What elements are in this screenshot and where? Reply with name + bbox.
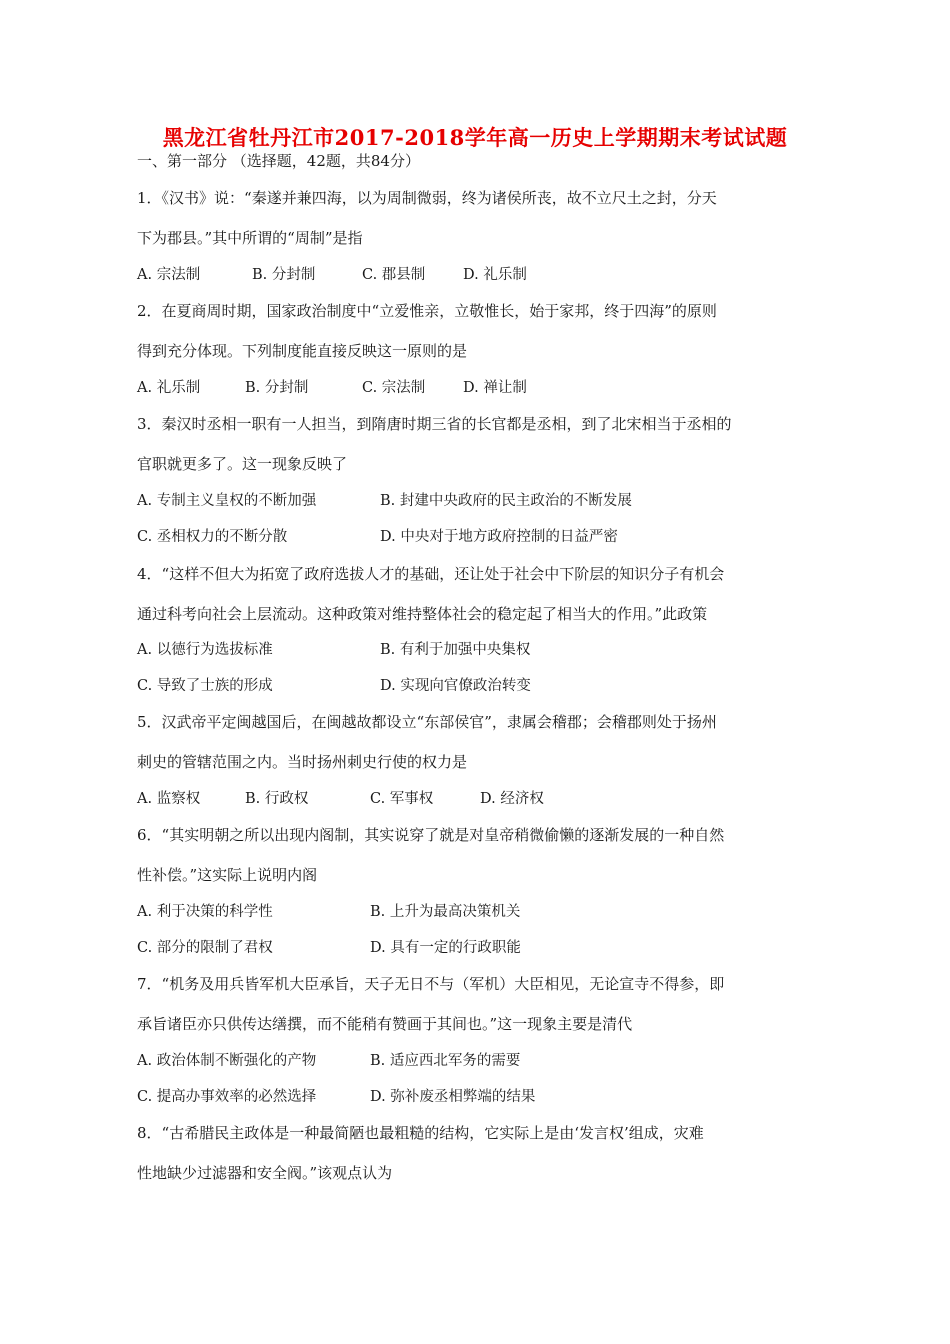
question-8-line-1: 8．“古希腊民主政体是一种最简陋也最粗糙的结构，它实际上是由‘发言权’组成，灾难 (137, 1124, 704, 1142)
question-3-option-a: A. 专制主义皇权的不断加强 (137, 493, 317, 509)
question-5-line-2: 刺史的管辖范围之内。当时扬州刺史行使的权力是 (137, 753, 468, 771)
question-7-option-a: A. 政治体制不断强化的产物 (137, 1053, 317, 1069)
question-7-line-2: 承旨诸臣亦只供传达缮撰，而不能稍有赞画于其间也。”这一现象主要是清代 (137, 1015, 633, 1033)
question-1-option-b: B. 分封制 (252, 267, 316, 283)
question-6-option-a: A. 利于决策的科学性 (137, 904, 273, 920)
question-4-option-a: A. 以德行为选拔标准 (137, 642, 273, 658)
question-2-line-2: 得到充分体现。下列制度能直接反映这一原则的是 (137, 342, 468, 360)
question-6-option-b: B. 上升为最高决策机关 (370, 904, 521, 920)
question-4-line-2: 通过科考向社会上层流动。这种政策对维持整体社会的稳定起了相当大的作用。”此政策 (137, 605, 708, 623)
question-3-line-2: 官职就更多了。这一现象反映了 (137, 455, 348, 473)
question-6-line-2: 性补偿。”这实际上说明内阁 (137, 866, 318, 884)
question-1-option-c: C. 郡县制 (362, 267, 426, 283)
question-3-line-1: 3．秦汉时丞相一职有一人担当，到隋唐时期三省的长官都是丞相，到了北宋相当于丞相的 (137, 415, 732, 433)
question-1-line-1: 1．《汉书》说：“秦遂并兼四海，以为周制微弱，终为诸侯所丧，故不立尺土之封，分天 (137, 189, 717, 207)
question-6-line-1: 6．“其实明朝之所以出现内阁制，其实说穿了就是对皇帝稍微偷懒的逐渐发展的一种自然 (137, 826, 725, 844)
question-5-option-c: C. 军事权 (370, 791, 434, 807)
question-2-option-a: A. 礼乐制 (137, 380, 201, 396)
question-6-option-d: D. 具有一定的行政职能 (370, 940, 521, 956)
question-5-option-a: A. 监察权 (137, 791, 201, 807)
question-7-option-c: C. 提高办事效率的必然选择 (137, 1089, 317, 1105)
question-7-option-d: D. 弥补废丞相弊端的结果 (370, 1089, 536, 1105)
question-2-line-1: 2．在夏商周时期，国家政治制度中“立爱惟亲，立敬惟长，始于家邦，终于四海”的原则 (137, 302, 717, 320)
question-1-option-a: A. 宗法制 (137, 267, 201, 283)
question-3-option-d: D. 中央对于地方政府控制的日益严密 (380, 529, 618, 545)
question-4-line-1: 4．“这样不但大为拓宽了政府选拔人才的基础，还让处于社会中下阶层的知识分子有机会 (137, 565, 725, 583)
question-7-line-1: 7．“机务及用兵皆军机大臣承旨，天子无日不与（军机）大臣相见，无论宣寺不得参，即 (137, 975, 725, 993)
question-5-option-b: B. 行政权 (245, 791, 309, 807)
question-3-option-c: C. 丞相权力的不断分散 (137, 529, 288, 545)
question-2-option-c: C. 宗法制 (362, 380, 426, 396)
question-4-option-d: D. 实现向官僚政治转变 (380, 678, 531, 694)
question-7-option-b: B. 适应西北军务的需要 (370, 1053, 521, 1069)
question-1-line-2: 下为郡县。”其中所谓的“周制”是指 (137, 229, 363, 247)
document-title: 黑龙江省牡丹江市2017-2018学年高一历史上学期期末考试试题 (162, 125, 788, 150)
question-8-line-2: 性地缺少过滤器和安全阀。”该观点认为 (137, 1164, 393, 1182)
question-4-option-b: B. 有利于加强中央集权 (380, 642, 531, 658)
question-5-line-1: 5．汉武帝平定闽越国后，在闽越故都设立“东部侯官”，隶属会稽郡；会稽郡则处于扬州 (137, 713, 717, 731)
question-3-option-b: B. 封建中央政府的民主政治的不断发展 (380, 493, 632, 509)
question-5-option-d: D. 经济权 (480, 791, 544, 807)
question-4-option-c: C. 导致了士族的形成 (137, 678, 273, 694)
question-6-option-c: C. 部分的限制了君权 (137, 940, 273, 956)
question-2-option-b: B. 分封制 (245, 380, 309, 396)
question-2-option-d: D. 禅让制 (463, 380, 527, 396)
section-heading: 一、第一部分 （选择题，42题，共84分） (137, 152, 420, 170)
question-1-option-d: D. 礼乐制 (463, 267, 527, 283)
